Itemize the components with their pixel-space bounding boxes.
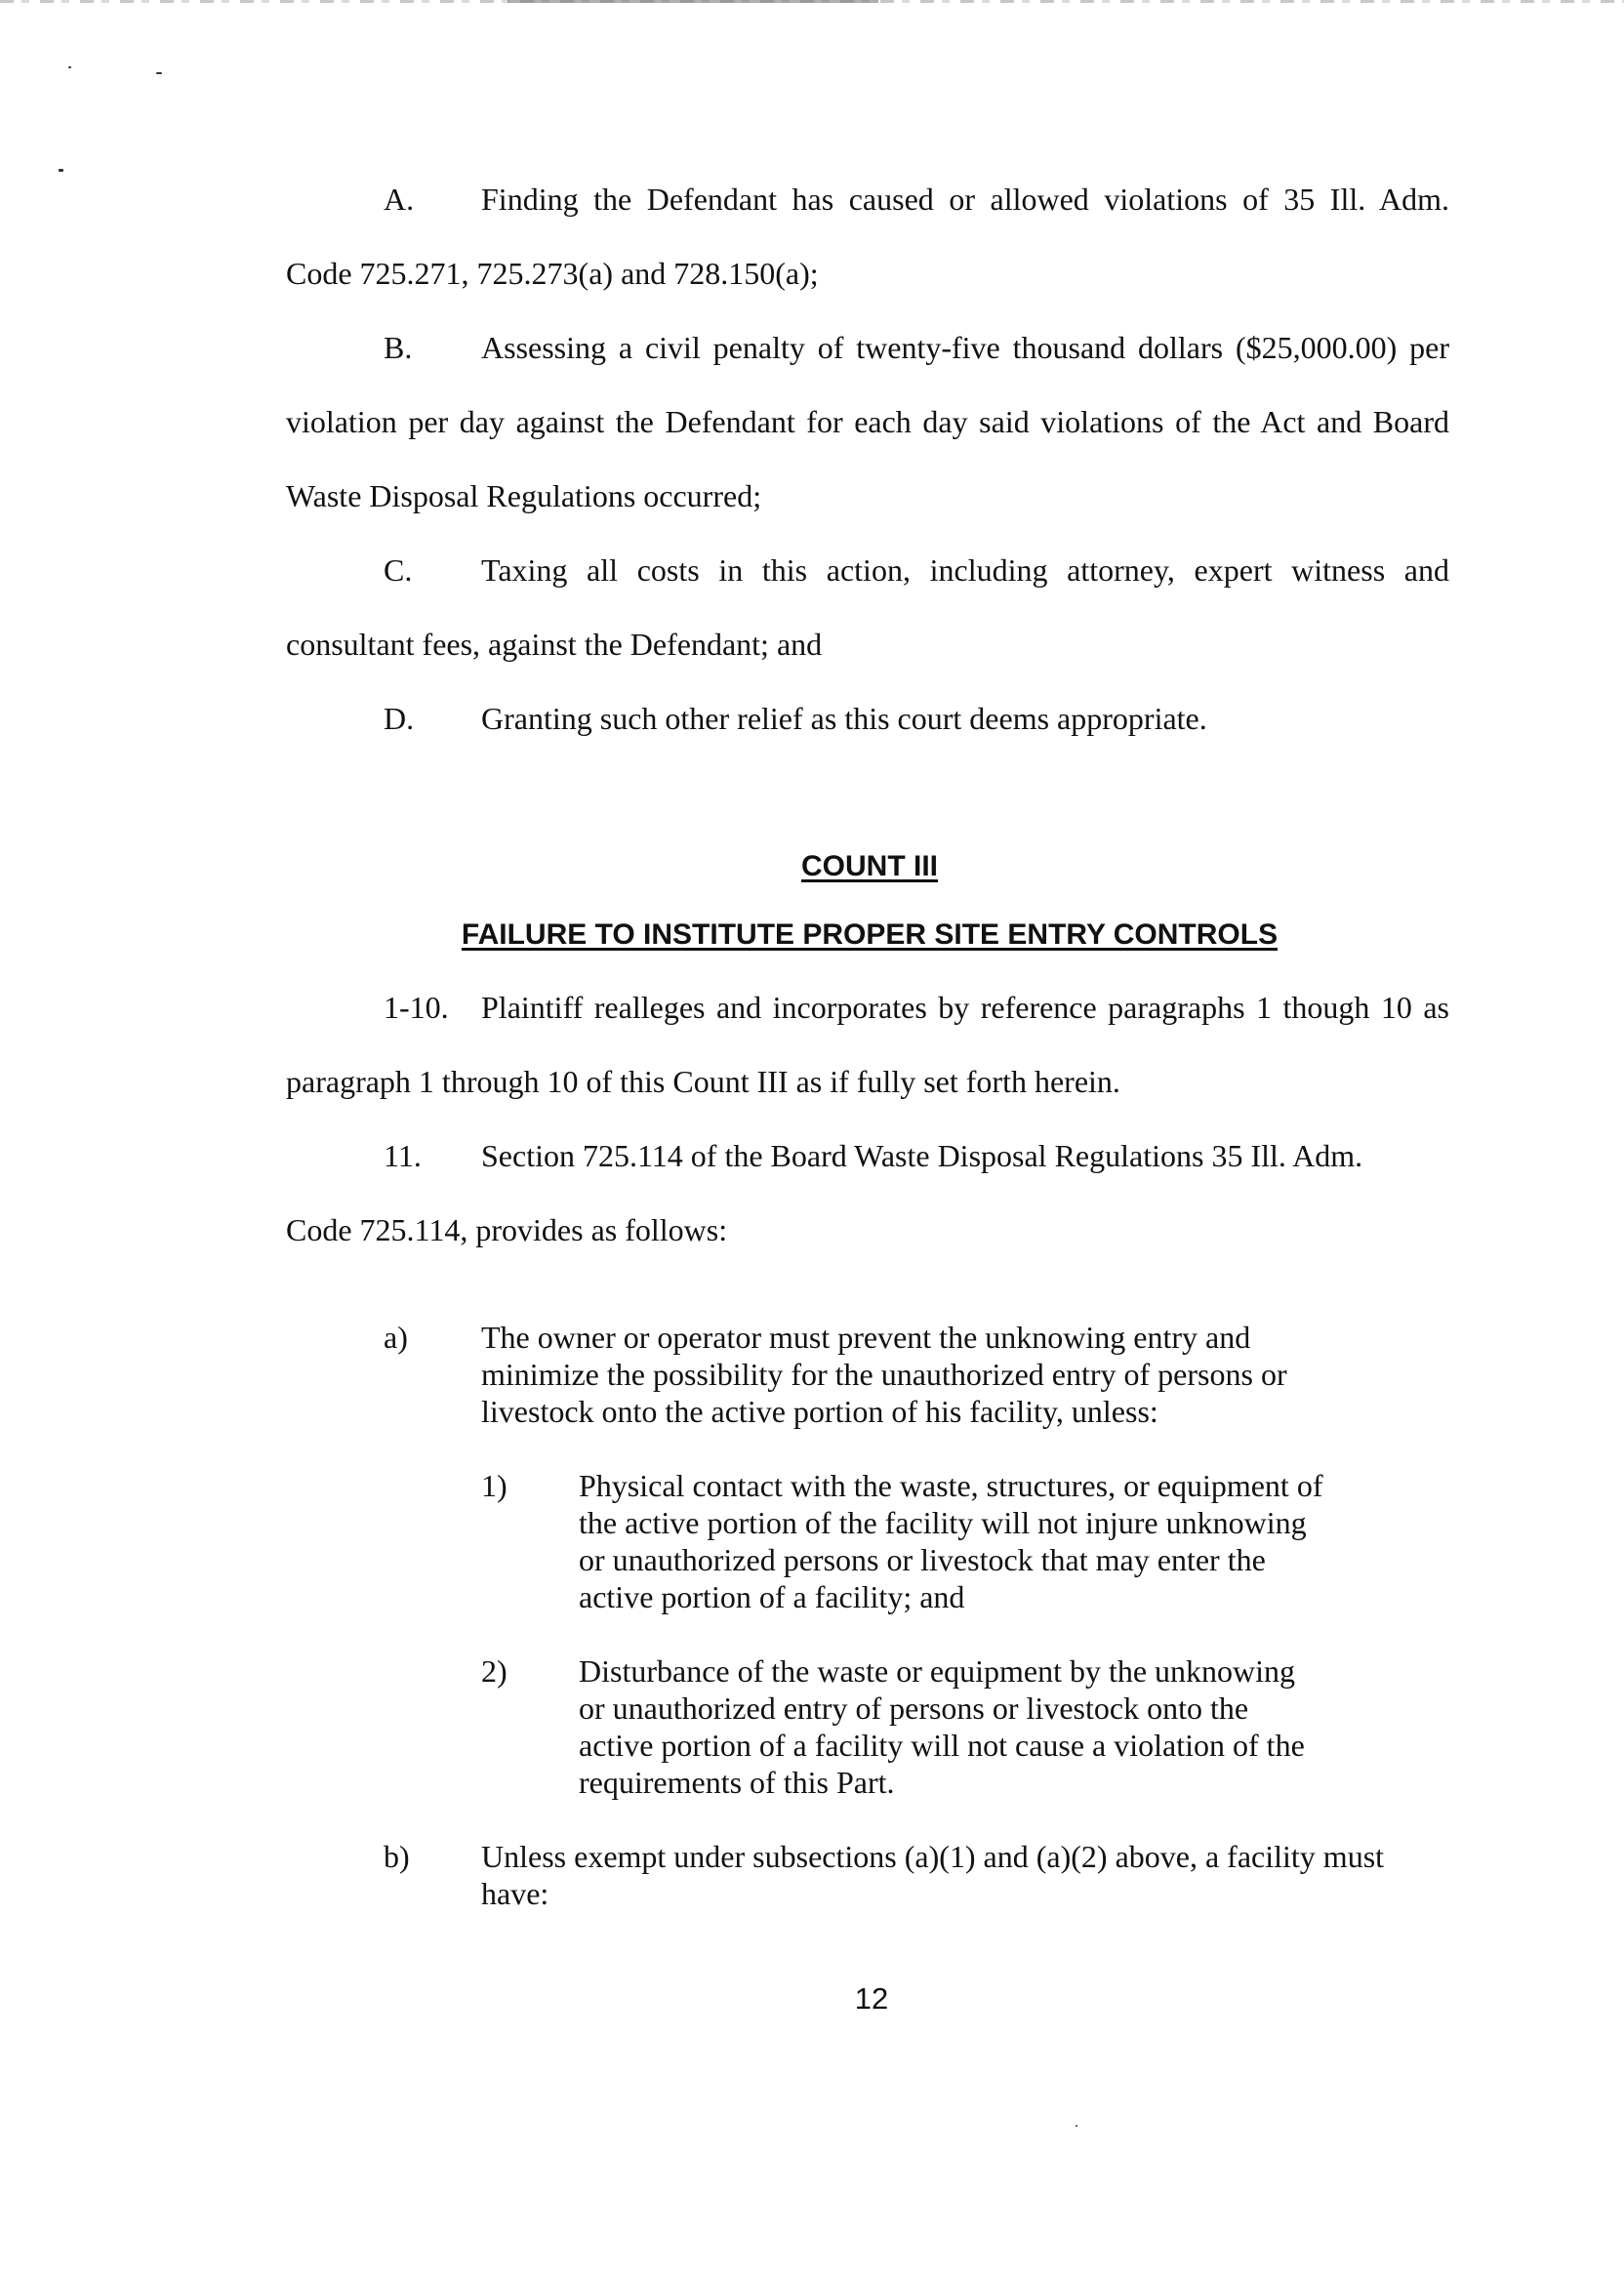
quote-b-label: b) [384,1839,410,1874]
quote-b-line: Unless exempt under subsections (a)(1) and (a)(2) above, a facility must [481,1839,1385,1874]
prayer-a-line: Code 725.271, 725.273(a) and 728.150(a); [286,256,819,291]
prayer-b-label: B. [384,330,413,365]
scan-speck [59,169,63,172]
count-subtitle: FAILURE TO INSTITUTE PROPER SITE ENTRY CONTROLS [461,918,1279,951]
quote-a2-label: 2) [481,1653,508,1689]
paragraph-11-line: Section 725.114 of the Board Waste Disposal Regulations 35 Ill. Adm. [481,1138,1363,1173]
paragraph-1-10-label: 1-10. [384,990,449,1025]
count-title: COUNT III [801,850,938,882]
paragraph-11-line: Code 725.114, provides as follows: [286,1212,728,1247]
prayer-c-label: C. [384,552,413,588]
quote-a1-line: or unauthorized persons or livestock that may enter the [579,1542,1266,1577]
paragraph-1-10-line: Plaintiff realleges and incorporates by reference paragraphs 1 though 10 as [481,990,1449,1025]
quote-a1-line: the active portion of the facility will not injure unknowing [579,1505,1307,1540]
quote-a2-line: active portion of a facility will not cause a violation of the [579,1728,1305,1763]
prayer-a-line: Finding the Defendant has caused or allowed violations of 35 Ill. Adm. [481,182,1449,217]
quote-b-line: have: [481,1876,549,1911]
prayer-c-line: consultant fees, against the Defendant; and [286,627,823,662]
prayer-b-line: Waste Disposal Regulations occurred; [286,478,762,513]
prayer-c-line: Taxing all costs in this action, including attorney, expert witness and [481,552,1449,588]
quote-a2-line: or unauthorized entry of persons or livestock onto the [579,1691,1249,1726]
quote-a2-line: Disturbance of the waste or equipment by the unknowing [579,1653,1296,1689]
scan-speck [68,66,71,68]
quote-a-line: The owner or operator must prevent the unknowing entry and [481,1320,1251,1355]
page-number: 12 [854,1981,889,2016]
quote-a1-label: 1) [481,1468,508,1503]
scan-speck [156,72,162,74]
quote-a1-line: active portion of a facility; and [579,1579,965,1614]
prayer-b-line: Assessing a civil penalty of twenty-five thousand dollars ($25,000.00) per [481,330,1449,365]
prayer-d-label: D. [384,701,415,736]
quote-a2-line: requirements of this Part. [579,1765,895,1800]
paragraph-1-10-line: paragraph 1 through 10 of this Count III as if fully set forth herein. [286,1064,1120,1099]
quote-a1-line: Physical contact with the waste, structures, or equipment of [579,1468,1323,1503]
prayer-b-line: violation per day against the Defendant for each day said violations of the Act and Board [286,404,1449,439]
quote-a-line: livestock onto the active portion of his facility, unless: [481,1394,1158,1429]
quote-a-line: minimize the possibility for the unauthorized entry of persons or [481,1357,1287,1392]
prayer-a-label: A. [384,182,415,217]
paragraph-11-label: 11. [384,1138,422,1173]
quote-a-label: a) [384,1320,408,1355]
prayer-d-line: Granting such other relief as this court deems appropriate. [481,701,1207,736]
scan-top-edge-mark [508,0,878,3]
scan-speck [1076,2125,1077,2127]
